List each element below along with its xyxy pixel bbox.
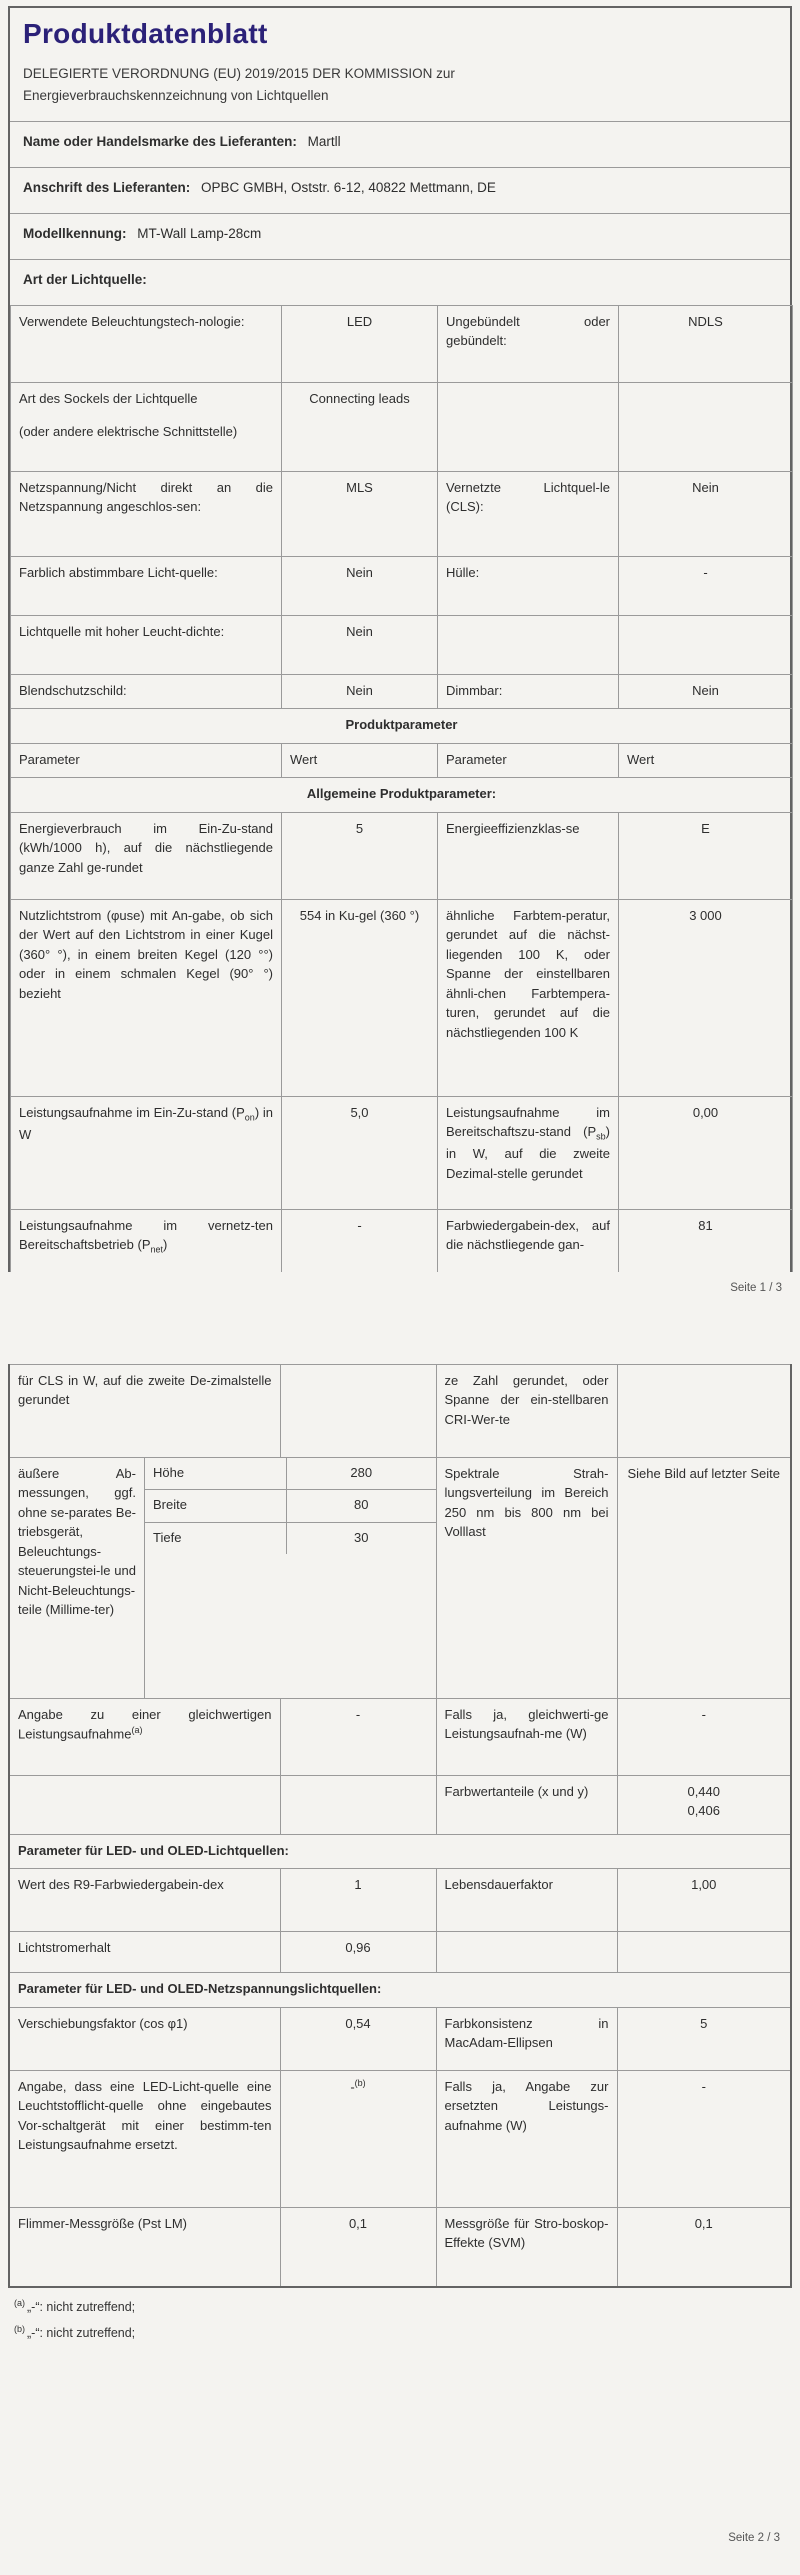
- section-produktparameter: [11, 709, 793, 744]
- param-cell: [438, 1096, 619, 1209]
- pnet-label-pre: Leistungsaufnahme im vernetz-ten Bereitschaftsbetrieb (P: [19, 1217, 273, 1253]
- value-cell: Nein: [282, 674, 438, 709]
- param-cell: Lebensdauerfaktor: [436, 1869, 617, 1932]
- socket-label-line2: (oder andere elektrische Schnittstelle): [19, 424, 238, 440]
- value-cell: MLS: [282, 471, 438, 556]
- section-mains-parameters: [9, 1973, 791, 2008]
- model-id-row: [10, 213, 790, 259]
- page-1-number: Seite 1 / 3: [730, 1281, 782, 1294]
- param-cell: ze Zahl gerundet, oder Spanne der ein-stellbaren CRI-Wer-te: [436, 1364, 617, 1457]
- dim-row-depth: [145, 1523, 436, 1555]
- model-id-value: MT-Wall Lamp-28cm: [137, 225, 262, 241]
- param-cell: Farbwiedergabein-dex, auf die nächstliegende gan-: [438, 1209, 619, 1272]
- value-cell: [280, 1775, 436, 1834]
- row-socket: [11, 382, 793, 471]
- chroma-y: 0,406: [687, 1803, 721, 1819]
- value-cell: -: [619, 556, 793, 615]
- row-high-luminance: [11, 615, 793, 674]
- footnote-ref-a: (a): [131, 1725, 143, 1736]
- row-mains-voltage: [11, 471, 793, 556]
- dim-key: Breite: [145, 1490, 287, 1522]
- value-cell: NDLS: [619, 305, 793, 382]
- dim-row-width: [145, 1490, 436, 1523]
- param-cell: [11, 1096, 282, 1209]
- pnet-label-post: ): [163, 1237, 168, 1253]
- dimensions-label: äußere Ab-messungen, ggf. ohne se-parates Be-triebsgerät, Beleuchtungs-steuerungstei-le und Nicht-Beleuchtungs-teile (Millime-ter): [10, 1458, 145, 1698]
- param-cell: [11, 1209, 282, 1272]
- footnote-ref-b: (b): [354, 2077, 366, 2088]
- column-header: Wert: [282, 743, 438, 778]
- section-header: Allgemeine Produktparameter:: [11, 778, 793, 813]
- chroma-x: 0,440: [687, 1783, 721, 1799]
- value-cell: Nein: [282, 615, 438, 674]
- dim-value: 280: [350, 1464, 373, 1480]
- value-cell: 0,1: [617, 2207, 791, 2287]
- param-cell: Nutzlichtstrom (φuse) mit An-gabe, ob sich der Wert auf den Lichtstrom in einer Kugel (360° °), in einem breiten Kegel (120 °°) oder in einem schmalen Kegel (90° °) bezieht: [11, 899, 282, 1096]
- pon-subscript: on: [244, 1112, 255, 1123]
- psb-label-post: ) in W, auf die zweite Dezimal-stelle gerundet: [446, 1124, 610, 1181]
- subtitle-line-2: Energieverbrauchskennzeichnung von Lichtquellen: [23, 87, 329, 103]
- param-cell: Falls ja, Angabe zur ersetzten Leistungs-aufnahme (W): [436, 2070, 617, 2207]
- row-colour-tunable: [11, 556, 793, 615]
- dim-key: Höhe: [145, 1458, 287, 1490]
- param-cell: Netzspannung/Nicht direkt an die Netzspannung angeschlos-sen:: [11, 471, 282, 556]
- dim-value: 30: [354, 1529, 369, 1545]
- value-cell: [617, 1932, 791, 1973]
- page-2-number: Seite 2 / 3: [728, 2532, 780, 2544]
- value-cell: Nein: [282, 556, 438, 615]
- param-cell: Blendschutzschild:: [11, 674, 282, 709]
- param-cell: Lichtquelle mit hoher Leucht-dichte:: [11, 615, 282, 674]
- supplier-address-label: Anschrift des Lieferanten:: [23, 179, 191, 195]
- row-technology: [11, 305, 793, 382]
- footnote-b-marker: (b): [14, 2323, 25, 2334]
- value-cell: -: [617, 1698, 791, 1775]
- value-cell: [280, 2070, 436, 2207]
- value-cell: E: [619, 812, 793, 899]
- psb-subscript: sb: [596, 1131, 606, 1142]
- value-cell: Connecting leads: [282, 382, 438, 471]
- product-parameter-table-page2: [8, 1364, 792, 2288]
- row-column-headers: [11, 743, 793, 778]
- model-id-label: Modellkennung:: [23, 225, 127, 241]
- param-cell: Spektrale Strah-lungsverteilung im Bereich 250 nm bis 800 nm bei Volllast: [436, 1457, 617, 1698]
- dim-row-height: [145, 1458, 436, 1491]
- param-cell: Falls ja, gleichwerti-ge Leistungsaufnah-me (W): [436, 1698, 617, 1775]
- replacement-value: -: [350, 2079, 355, 2095]
- row-fluorescent-replacement: [9, 2070, 791, 2207]
- socket-label-line1: Art des Sockels der Lichtquelle: [19, 390, 198, 406]
- row-networked-standby-power: [11, 1209, 793, 1272]
- pon-label-pre: Leistungsaufnahme im Ein-Zu-stand (P: [19, 1104, 245, 1120]
- value-cell: 1: [280, 1869, 436, 1932]
- param-cell: Vernetzte Lichtquel-le (CLS):: [438, 471, 619, 556]
- value-cell: -: [280, 1698, 436, 1775]
- row-chromaticity: [9, 1775, 791, 1834]
- value-cell: 0,00: [619, 1096, 793, 1209]
- row-displacement-factor: [9, 2007, 791, 2070]
- value-cell: -: [617, 2070, 791, 2207]
- row-flicker-metric: [9, 2207, 791, 2287]
- supplier-name-value: Martll: [307, 133, 341, 149]
- subtitle-line-1: DELEGIERTE VERORDNUNG (EU) 2019/2015 DER KOMMISSION zur: [23, 66, 455, 81]
- row-cls-continuation: [9, 1364, 791, 1457]
- section-header: Parameter für LED- und OLED-Lichtquellen:: [9, 1834, 791, 1869]
- section-header: Produktparameter: [11, 709, 793, 744]
- value-cell: 5,0: [282, 1096, 438, 1209]
- param-cell: Farbwertanteile (x und y): [436, 1775, 617, 1834]
- column-header: Parameter: [438, 743, 619, 778]
- param-cell: Wert des R9-Farbwiedergabein-dex: [9, 1869, 280, 1932]
- equiv-label: Angabe zu einer gleichwertigen Leistungsaufnahme: [18, 1706, 272, 1742]
- value-cell: 0,96: [280, 1932, 436, 1973]
- dimensions-cell: [9, 1457, 436, 1698]
- param-cell: Angabe, dass eine LED-Licht-quelle eine Leuchtstofflicht-quelle ohne eingebautes Vor-schaltgerät mit einer bestimm-ten Leistungsaufnahme ersetzt.: [9, 2070, 280, 2207]
- regulation-subtitle: [23, 63, 774, 107]
- light-source-type-label: Art der Lichtquelle:: [23, 271, 147, 287]
- param-cell: Energieeffizienzklas-se: [438, 812, 619, 899]
- param-cell: [438, 382, 619, 471]
- param-cell: ähnliche Farbtem-peratur, gerundet auf die nächst-liegenden 100 K, oder Spanne der einstellbaren ähnli-chen Farbtempera-turen, gerundet auf die nächstliegenden 100 K: [438, 899, 619, 1096]
- value-cell: -: [282, 1209, 438, 1272]
- footnote-a-marker: (a): [14, 2297, 25, 2308]
- row-r9-index: [9, 1869, 791, 1932]
- value-cell: [280, 1364, 436, 1457]
- param-cell: Hülle:: [438, 556, 619, 615]
- supplier-name-label: Name oder Handelsmarke des Lieferanten:: [23, 133, 297, 149]
- param-cell: [11, 382, 282, 471]
- value-cell: 0,1: [280, 2207, 436, 2287]
- value-cell: [619, 615, 793, 674]
- section-header: Parameter für LED- und OLED-Netzspannungslichtquellen:: [9, 1973, 791, 2008]
- value-cell: 5: [617, 2007, 791, 2070]
- row-useful-luminous-flux: [11, 899, 793, 1096]
- param-cell: [9, 1775, 280, 1834]
- param-cell: Ungebündelt oder gebündelt:: [438, 305, 619, 382]
- param-cell: [438, 615, 619, 674]
- param-cell: Messgröße für Stro-boskop-Effekte (SVM): [436, 2207, 617, 2287]
- light-source-type-row: [10, 259, 790, 305]
- page-2: [8, 1364, 792, 2346]
- column-header: Parameter: [11, 743, 282, 778]
- value-cell: 3 000: [619, 899, 793, 1096]
- value-cell: 0,54: [280, 2007, 436, 2070]
- value-cell: 1,00: [617, 1869, 791, 1932]
- param-cell: Dimmbar:: [438, 674, 619, 709]
- supplier-name-row: [10, 121, 790, 167]
- param-cell: Flimmer-Messgröße (Pst LM): [9, 2207, 280, 2287]
- page-title: Produktdatenblatt: [23, 18, 268, 49]
- param-cell: Energieverbrauch im Ein-Zu-stand (kWh/1000 h), auf die nächstliegende ganze Zahl ge-rundet: [11, 812, 282, 899]
- row-energy-consumption: [11, 812, 793, 899]
- dim-key: Tiefe: [145, 1523, 287, 1555]
- dim-value: 80: [354, 1497, 369, 1513]
- row-lumen-maintenance: [9, 1932, 791, 1973]
- footnotes: [14, 2294, 792, 2346]
- dimensions-wrap: [10, 1458, 436, 1698]
- footnote-a-text: „-“: nicht zutreffend;: [27, 2299, 136, 2314]
- row-anti-glare: [11, 674, 793, 709]
- param-cell: Verwendete Beleuchtungstech-nologie:: [11, 305, 282, 382]
- pnet-subscript: net: [150, 1244, 164, 1255]
- param-cell: Farblich abstimmbare Licht-quelle:: [11, 556, 282, 615]
- section-allgemeine: [11, 778, 793, 813]
- spacer: [19, 408, 273, 422]
- param-cell: Verschiebungsfaktor (cos φ1): [9, 2007, 280, 2070]
- document-header: [10, 8, 790, 121]
- param-cell: [436, 1932, 617, 1973]
- row-equivalent-power: [9, 1698, 791, 1775]
- value-cell: LED: [282, 305, 438, 382]
- value-cell: 5: [282, 812, 438, 899]
- psb-label-pre: Leistungsaufnahme im Bereitschaftszu-stand (P: [446, 1104, 610, 1140]
- supplier-address-row: [10, 167, 790, 213]
- value-cell: Nein: [619, 471, 793, 556]
- value-cell: [617, 1364, 791, 1457]
- row-on-mode-power: [11, 1096, 793, 1209]
- value-cell: Siehe Bild auf letzter Seite: [617, 1457, 791, 1698]
- footnote-b: [14, 2320, 792, 2346]
- value-cell: Nein: [619, 674, 793, 709]
- product-parameter-table-page1: [10, 305, 793, 1272]
- param-cell: Farbkonsistenz in MacAdam-Ellipsen: [436, 2007, 617, 2070]
- value-cell: 554 in Ku-gel (360 °): [282, 899, 438, 1096]
- param-cell: [9, 1698, 280, 1775]
- value-cell: 81: [619, 1209, 793, 1272]
- param-cell: für CLS in W, auf die zweite De-zimalstelle gerundet: [9, 1364, 280, 1457]
- row-outer-dimensions: [9, 1457, 791, 1698]
- column-header: Wert: [619, 743, 793, 778]
- pon-label-post: ) in W: [19, 1104, 273, 1142]
- section-led-parameters: [9, 1834, 791, 1869]
- footnote-a: [14, 2294, 792, 2320]
- param-cell: Lichtstromerhalt: [9, 1932, 280, 1973]
- value-cell: [617, 1775, 791, 1834]
- supplier-address-value: OPBC GMBH, Oststr. 6-12, 40822 Mettmann, DE: [201, 179, 496, 195]
- page-1: [8, 6, 792, 1272]
- dimensions-subtable: [145, 1458, 436, 1698]
- value-cell: [619, 382, 793, 471]
- footnote-b-text: „-“: nicht zutreffend;: [27, 2326, 136, 2341]
